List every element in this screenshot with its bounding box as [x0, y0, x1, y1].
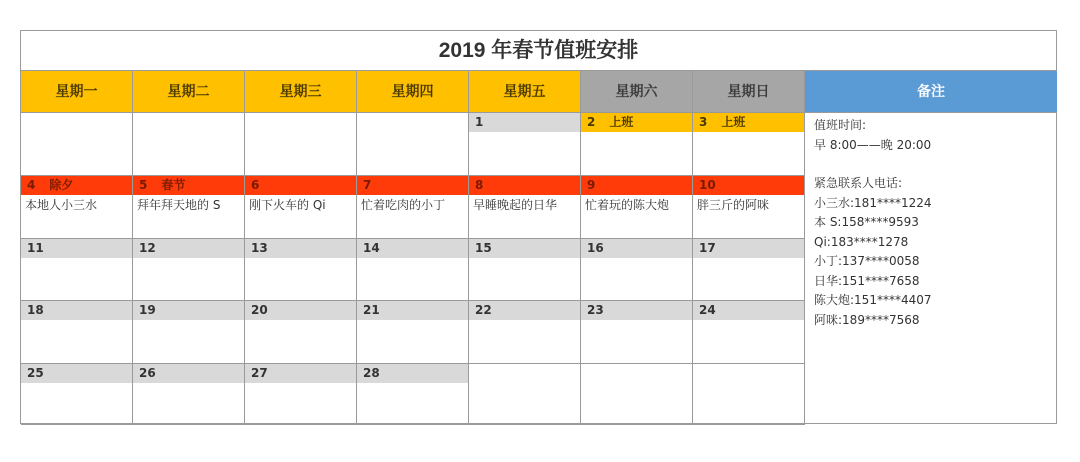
day-number-band: [357, 176, 468, 195]
contact-item: 本 S:158****9593: [814, 215, 919, 229]
day-number-band: [21, 113, 132, 132]
duty-person: 拜年拜天地的 S: [137, 198, 221, 212]
day-number: 13: [251, 241, 268, 255]
day-cell[interactable]: [357, 239, 469, 301]
duty-person: [357, 258, 468, 260]
duty-person: 本地人小三水: [25, 198, 98, 212]
duty-person: [693, 132, 804, 134]
duty-person: [693, 258, 804, 260]
header-weekday-1: 星期一: [21, 71, 133, 113]
duty-time-label: 值班时间:: [814, 118, 867, 132]
day-cell[interactable]: [133, 301, 245, 364]
contact-list: [814, 194, 1048, 331]
day-tag: 上班: [609, 115, 634, 129]
day-number-band: [581, 301, 692, 320]
contact-item: Qi:183****1278: [814, 234, 909, 249]
duty-person: [357, 320, 468, 322]
duty-time-value: 早 8:00——晚 20:00: [814, 137, 932, 152]
day-cell[interactable]: [693, 364, 805, 425]
day-number: 20: [251, 303, 268, 317]
duty-person: 忙着玩的陈大炮: [585, 198, 670, 212]
day-cell[interactable]: [133, 364, 245, 425]
day-number: 14: [363, 241, 380, 255]
day-cell[interactable]: [133, 113, 245, 176]
day-cell[interactable]: [245, 364, 357, 425]
day-number-band: [469, 364, 580, 383]
day-number: 17: [699, 241, 716, 255]
day-number: 12: [139, 241, 156, 255]
duty-person: [245, 320, 356, 322]
day-number: 8: [475, 178, 484, 192]
day-number-band: [245, 113, 356, 132]
day-cell[interactable]: [357, 176, 469, 239]
day-number: 27: [251, 366, 268, 380]
day-number-band: [581, 364, 692, 383]
day-number: 28: [363, 366, 380, 380]
duty-person: [357, 132, 468, 134]
duty-person: [245, 132, 356, 134]
day-number-band: [469, 176, 580, 195]
day-cell[interactable]: [21, 301, 133, 364]
duty-person: [581, 258, 692, 260]
day-cell[interactable]: [245, 301, 357, 364]
header-weekday-4: 星期四: [357, 71, 469, 113]
day-number-band: [693, 113, 804, 132]
day-cell[interactable]: [469, 113, 581, 176]
day-number: 7: [363, 178, 372, 192]
day-cell[interactable]: [133, 176, 245, 239]
header-weekday-5: 星期五: [469, 71, 581, 113]
day-number-band: [693, 176, 804, 195]
duty-person: [21, 132, 132, 134]
contact-item: 阿咪:189****7568: [814, 312, 920, 327]
day-number-band: [133, 239, 244, 258]
duty-person: [21, 383, 132, 385]
day-number-band: [245, 364, 356, 383]
day-tag: 上班: [721, 115, 746, 129]
day-cell[interactable]: [245, 176, 357, 239]
contact-item: 小三水:181****1224: [814, 195, 932, 210]
day-cell[interactable]: [581, 239, 693, 301]
day-number: 25: [27, 366, 44, 380]
duty-person: [469, 258, 580, 260]
day-number-band: [469, 113, 580, 132]
day-cell[interactable]: [581, 113, 693, 176]
day-cell[interactable]: [581, 364, 693, 425]
day-number: 3: [699, 115, 708, 129]
duty-person: 胖三斤的阿咪: [697, 198, 770, 212]
day-cell[interactable]: [21, 239, 133, 301]
duty-person: [581, 132, 692, 134]
day-number-band: [21, 301, 132, 320]
day-tag: 除夕: [49, 178, 74, 192]
day-number: 10: [699, 178, 716, 192]
day-cell[interactable]: [21, 176, 133, 239]
duty-person: [21, 258, 132, 260]
duty-person: [581, 383, 692, 385]
day-number-band: [581, 113, 692, 132]
duty-person: [469, 132, 580, 134]
header-weekday-6: 星期六: [581, 71, 693, 113]
duty-person: [133, 258, 244, 260]
day-number-band: [581, 239, 692, 258]
schedule-sheet: [20, 30, 1057, 424]
day-number-band: [693, 364, 804, 383]
day-number: 6: [251, 178, 260, 192]
day-number-band: [245, 239, 356, 258]
day-number-band: [21, 239, 132, 258]
day-number: 11: [27, 241, 44, 255]
day-number-band: [245, 176, 356, 195]
duty-person: [245, 258, 356, 260]
day-cell[interactable]: [469, 364, 581, 425]
day-number-band: [469, 301, 580, 320]
day-number-band: [581, 176, 692, 195]
duty-person: [357, 383, 468, 385]
day-number-band: [469, 239, 580, 258]
day-number: 15: [475, 241, 492, 255]
contact-item: 陈大炮:151****4407: [814, 293, 932, 307]
day-number-band: [693, 301, 804, 320]
day-cell[interactable]: [133, 239, 245, 301]
day-cell[interactable]: [693, 176, 805, 239]
day-number-band: [133, 364, 244, 383]
duty-person: [469, 383, 580, 385]
day-number-band: [21, 364, 132, 383]
header-notes: 备注: [805, 71, 1057, 113]
contact-item: 日华:151****7658: [814, 273, 920, 288]
day-number-band: [693, 239, 804, 258]
day-number-band: [357, 301, 468, 320]
day-cell[interactable]: [21, 364, 133, 425]
day-cell[interactable]: [245, 239, 357, 301]
duty-person: [693, 320, 804, 322]
day-number: 5: [139, 178, 148, 192]
day-cell[interactable]: [357, 301, 469, 364]
day-cell[interactable]: [693, 239, 805, 301]
day-cell[interactable]: [693, 301, 805, 364]
day-cell[interactable]: [469, 301, 581, 364]
duty-person: 刚下火车的 Qi: [249, 198, 326, 212]
duty-person: [133, 132, 244, 134]
day-number-band: [133, 301, 244, 320]
duty-person: [245, 383, 356, 385]
day-number: 26: [139, 366, 156, 380]
day-cell[interactable]: [357, 364, 469, 425]
duty-person: [581, 320, 692, 322]
header-weekday-3: 星期三: [245, 71, 357, 113]
header-weekday-2: 星期二: [133, 71, 245, 113]
day-number-band: [21, 176, 132, 195]
day-number-band: [133, 176, 244, 195]
day-number: 21: [363, 303, 380, 317]
day-number: 18: [27, 303, 44, 317]
day-cell[interactable]: [245, 113, 357, 176]
day-number: 9: [587, 178, 596, 192]
day-cell[interactable]: [693, 113, 805, 176]
day-number: 16: [587, 241, 604, 255]
day-cell[interactable]: [357, 113, 469, 176]
day-number: 4: [27, 178, 36, 192]
day-number-band: [245, 301, 356, 320]
notes-spacer: [814, 155, 1048, 174]
day-cell[interactable]: [581, 176, 693, 239]
day-number-band: [357, 364, 468, 383]
day-number: 19: [139, 303, 156, 317]
day-cell[interactable]: [469, 239, 581, 301]
duty-person: [469, 320, 580, 322]
day-number-band: [357, 239, 468, 258]
day-number: 24: [699, 303, 716, 317]
duty-person: 早睡晚起的日华: [473, 198, 558, 212]
day-cell[interactable]: [581, 301, 693, 364]
duty-person: [133, 383, 244, 385]
duty-person: [693, 383, 804, 385]
header-weekday-7: 星期日: [693, 71, 805, 113]
day-number: 2: [587, 115, 596, 129]
duty-person: 忙着吃肉的小丁: [361, 198, 446, 212]
day-number: 22: [475, 303, 492, 317]
notes-panel: [806, 113, 1056, 423]
day-cell[interactable]: [469, 176, 581, 239]
duty-person: [21, 320, 132, 322]
sheet-title: 2019 年春节值班安排: [21, 31, 1056, 71]
duty-person: [133, 320, 244, 322]
contact-item: 小丁:137****0058: [814, 254, 920, 268]
day-number: 1: [475, 115, 484, 129]
day-cell[interactable]: [21, 113, 133, 176]
day-number-band: [357, 113, 468, 132]
day-tag: 春节: [161, 178, 186, 192]
day-number: 23: [587, 303, 604, 317]
contact-label: 紧急联系人电话:: [814, 176, 903, 190]
day-number-band: [133, 113, 244, 132]
